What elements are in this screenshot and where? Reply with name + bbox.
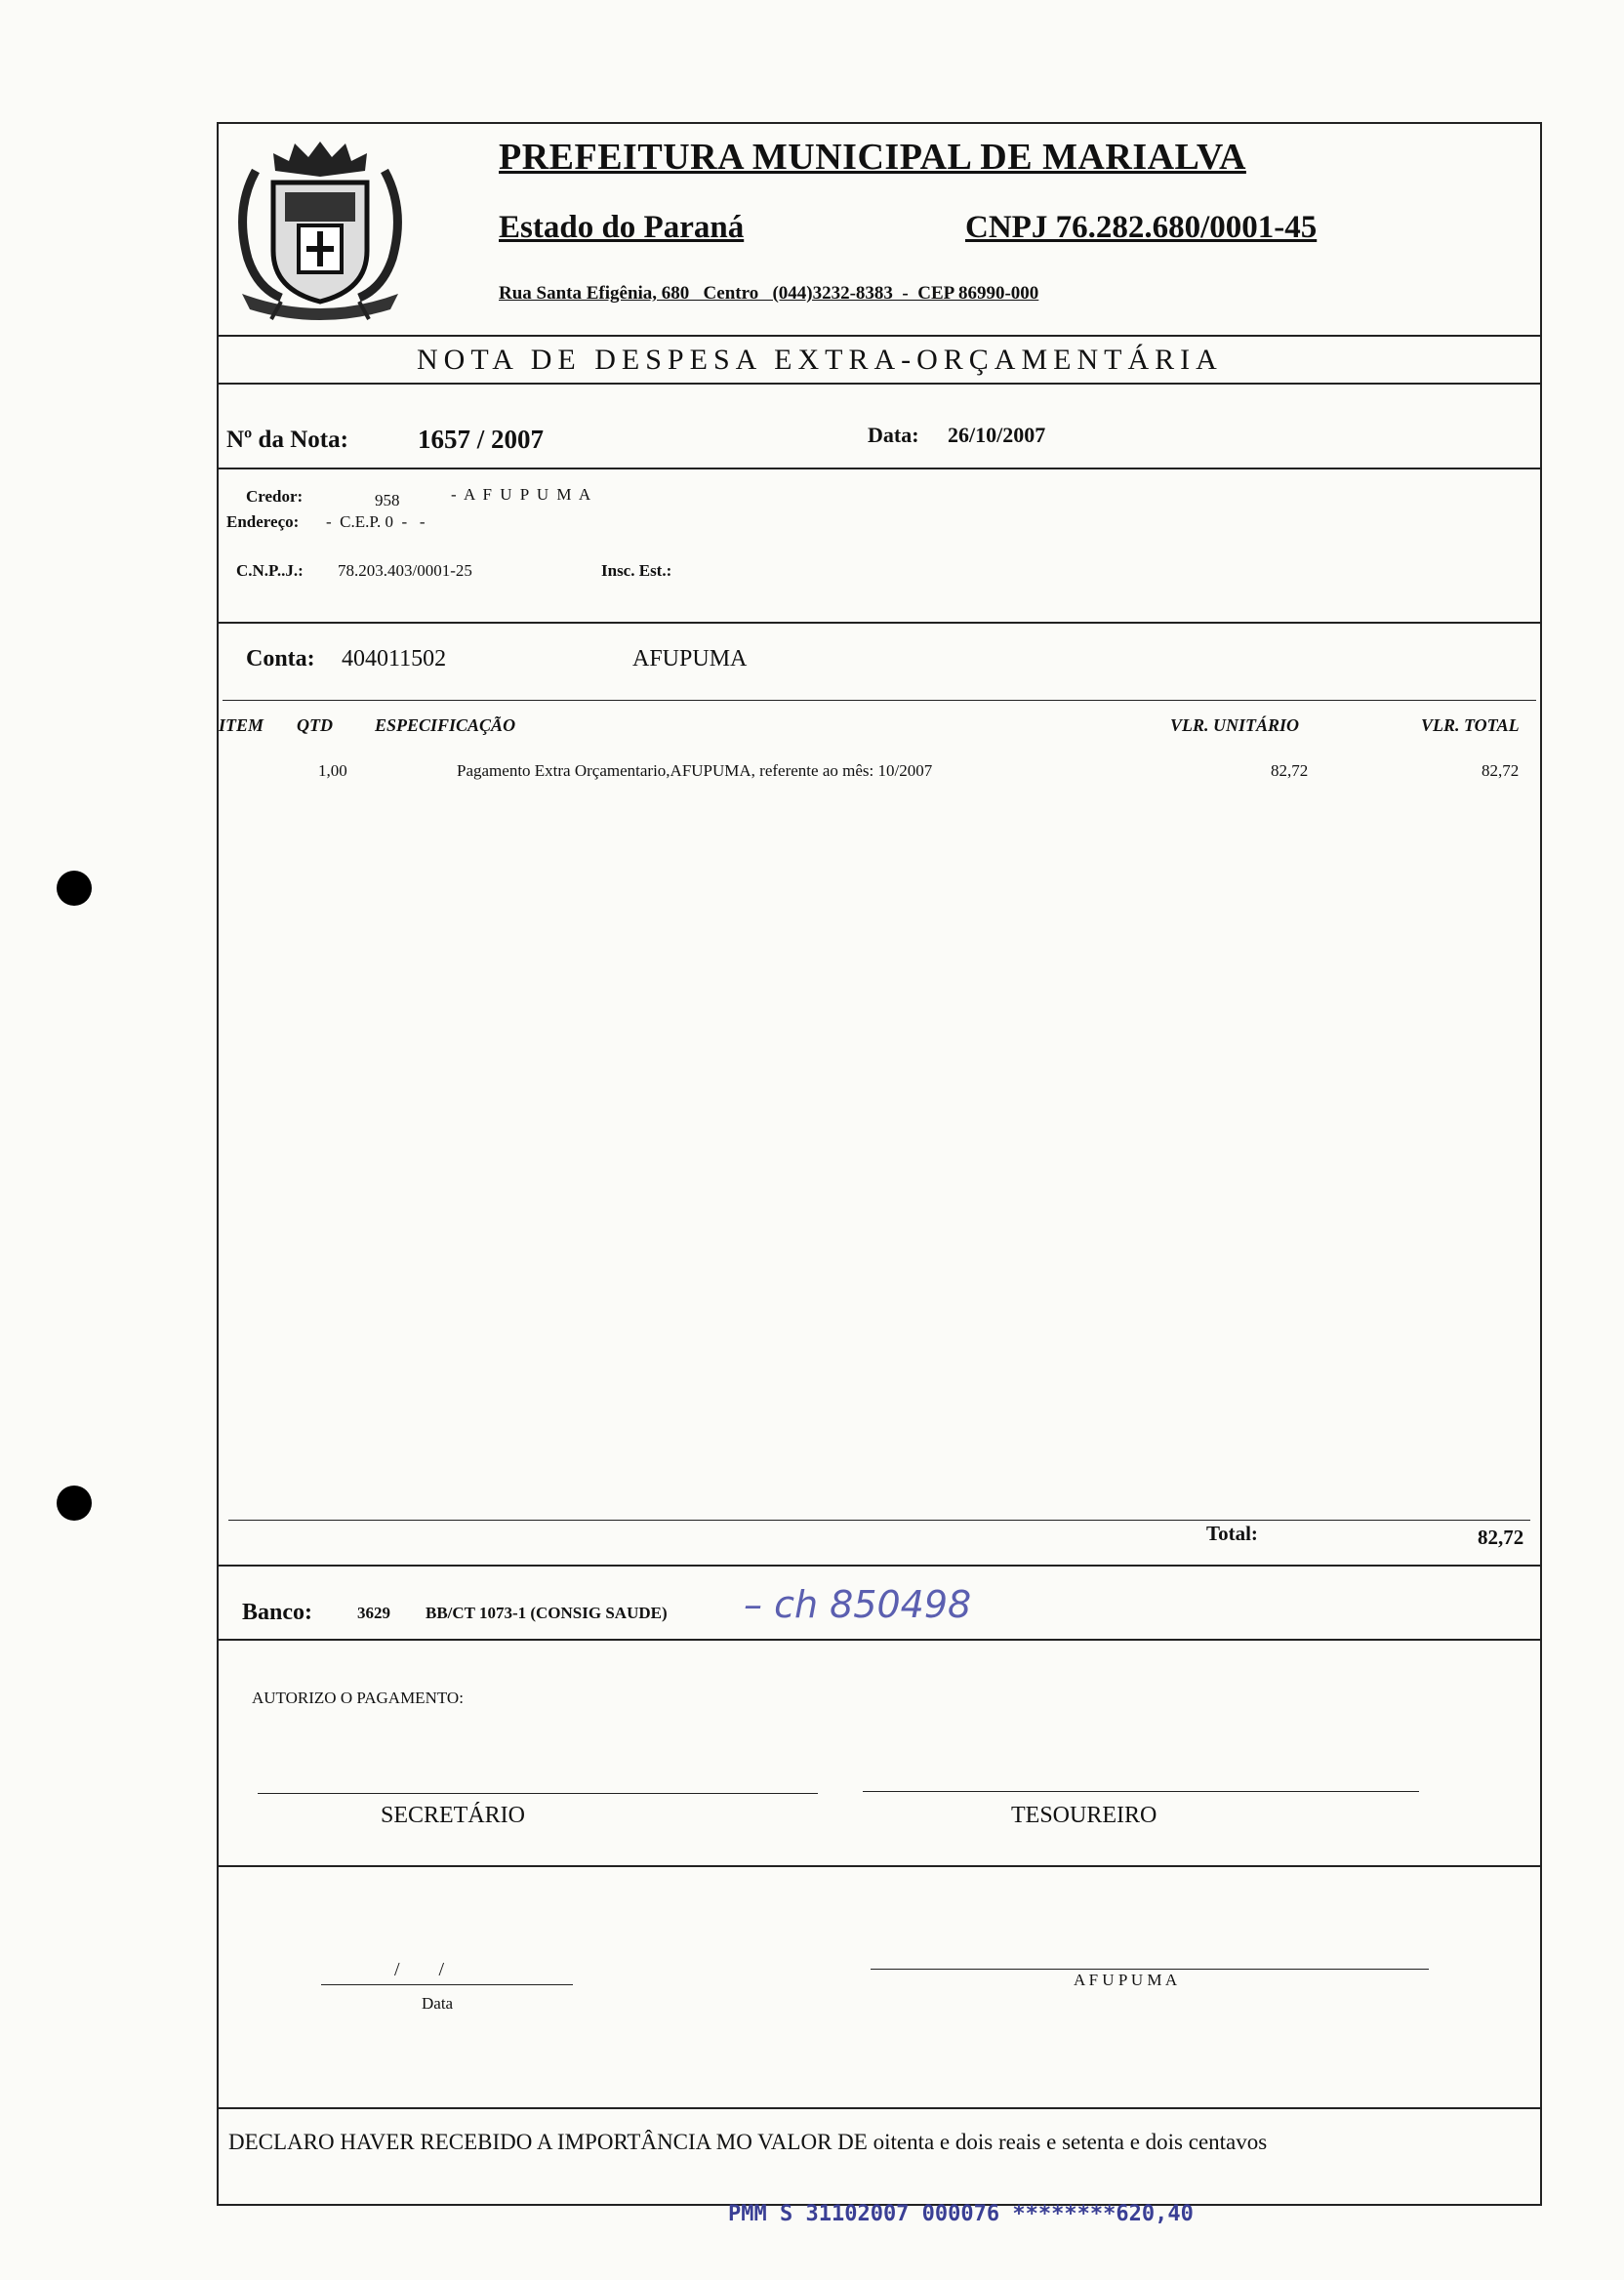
divider xyxy=(219,335,1540,337)
col-header-item: ITEM xyxy=(219,715,264,735)
date-line xyxy=(321,1984,573,1985)
nota-number: 1657 / 2007 xyxy=(418,425,545,454)
banco-desc: BB/CT 1073-1 (CONSIG SAUDE) xyxy=(426,1604,668,1622)
item-unit: 82,72 xyxy=(1271,761,1309,780)
col-header-qtd: QTD xyxy=(297,715,333,735)
municipal-address: Rua Santa Efigênia, 680 Centro (044)3232-8383 - CEP 86990-000 xyxy=(499,283,1039,304)
divider xyxy=(219,1865,1540,1867)
date-slashes: / / xyxy=(394,1959,445,1980)
punch-hole-bottom xyxy=(57,1486,92,1521)
credor-name: - A F U P U M A xyxy=(451,485,593,504)
col-header-unit: VLR. UNITÁRIO xyxy=(1170,715,1300,735)
tesoureiro-label: TESOUREIRO xyxy=(1011,1803,1157,1828)
document-title: NOTA DE DESPESA EXTRA-ORÇAMENTÁRIA xyxy=(417,344,1223,376)
conta-number: 404011502 xyxy=(342,646,447,672)
conta-label: Conta: xyxy=(246,646,315,672)
state-name: Estado do Paraná xyxy=(499,210,745,245)
nota-date: 26/10/2007 xyxy=(948,423,1046,447)
item-spec: Pagamento Extra Orçamentario,AFUPUMA, referente ao mês: 10/2007 xyxy=(457,761,933,780)
page-title: PREFEITURA MUNICIPAL DE MARIALVA xyxy=(499,137,1246,178)
credor-cnpj-label: C.N.P..J.: xyxy=(236,561,304,580)
punch-hole-top xyxy=(57,871,92,906)
divider xyxy=(219,1565,1540,1567)
item-total: 82,72 xyxy=(1482,761,1520,780)
payee-signature-line xyxy=(871,1969,1429,1970)
col-header-total: VLR. TOTAL xyxy=(1421,715,1520,735)
divider xyxy=(228,1520,1530,1521)
total-value: 82,72 xyxy=(1478,1526,1524,1549)
credor-cnpj: 78.203.403/0001-25 xyxy=(338,561,472,580)
endereco-value: - C.E.P. 0 - - xyxy=(326,512,426,531)
endereco-label: Endereço: xyxy=(226,512,300,531)
banco-code: 3629 xyxy=(357,1604,390,1622)
declaration-text: DECLARO HAVER RECEBIDO A IMPORTÂNCIA MO VALOR DE oitenta e dois reais e setenta e dois centavos xyxy=(228,2130,1268,2154)
coat-of-arms-icon xyxy=(223,128,418,323)
tesoureiro-signature-line xyxy=(863,1791,1419,1792)
autorizo-text: AUTORIZO O PAGAMENTO: xyxy=(252,1689,464,1707)
total-label: Total: xyxy=(1206,1522,1258,1545)
nota-label: Nº da Nota: xyxy=(226,427,348,453)
divider xyxy=(219,383,1540,385)
secretario-signature-line xyxy=(258,1793,818,1794)
payment-stamp: PMM S 31102007 000076 ********620,40 xyxy=(728,2202,1194,2226)
date-field-label: Data xyxy=(422,1994,454,2013)
conta-name: AFUPUMA xyxy=(632,646,748,672)
credor-label: Credor: xyxy=(246,487,304,506)
col-header-spec: ESPECIFICAÇÃO xyxy=(375,715,516,735)
banco-label: Banco: xyxy=(242,1600,312,1625)
divider xyxy=(219,468,1540,469)
handwritten-check-number: – ch 850498 xyxy=(744,1583,972,1626)
divider xyxy=(223,700,1536,701)
item-qtd: 1,00 xyxy=(318,761,347,780)
payee-name: A F U P U M A xyxy=(1074,1971,1178,1989)
divider xyxy=(219,2107,1540,2109)
secretario-label: SECRETÁRIO xyxy=(381,1803,526,1828)
credor-code: 958 xyxy=(375,491,400,509)
document-frame xyxy=(217,122,1542,2206)
insc-est-label: Insc. Est.: xyxy=(601,561,672,580)
divider xyxy=(219,622,1540,624)
divider xyxy=(219,1639,1540,1641)
municipal-cnpj: CNPJ 76.282.680/0001-45 xyxy=(965,210,1318,245)
date-label: Data: xyxy=(868,423,919,447)
